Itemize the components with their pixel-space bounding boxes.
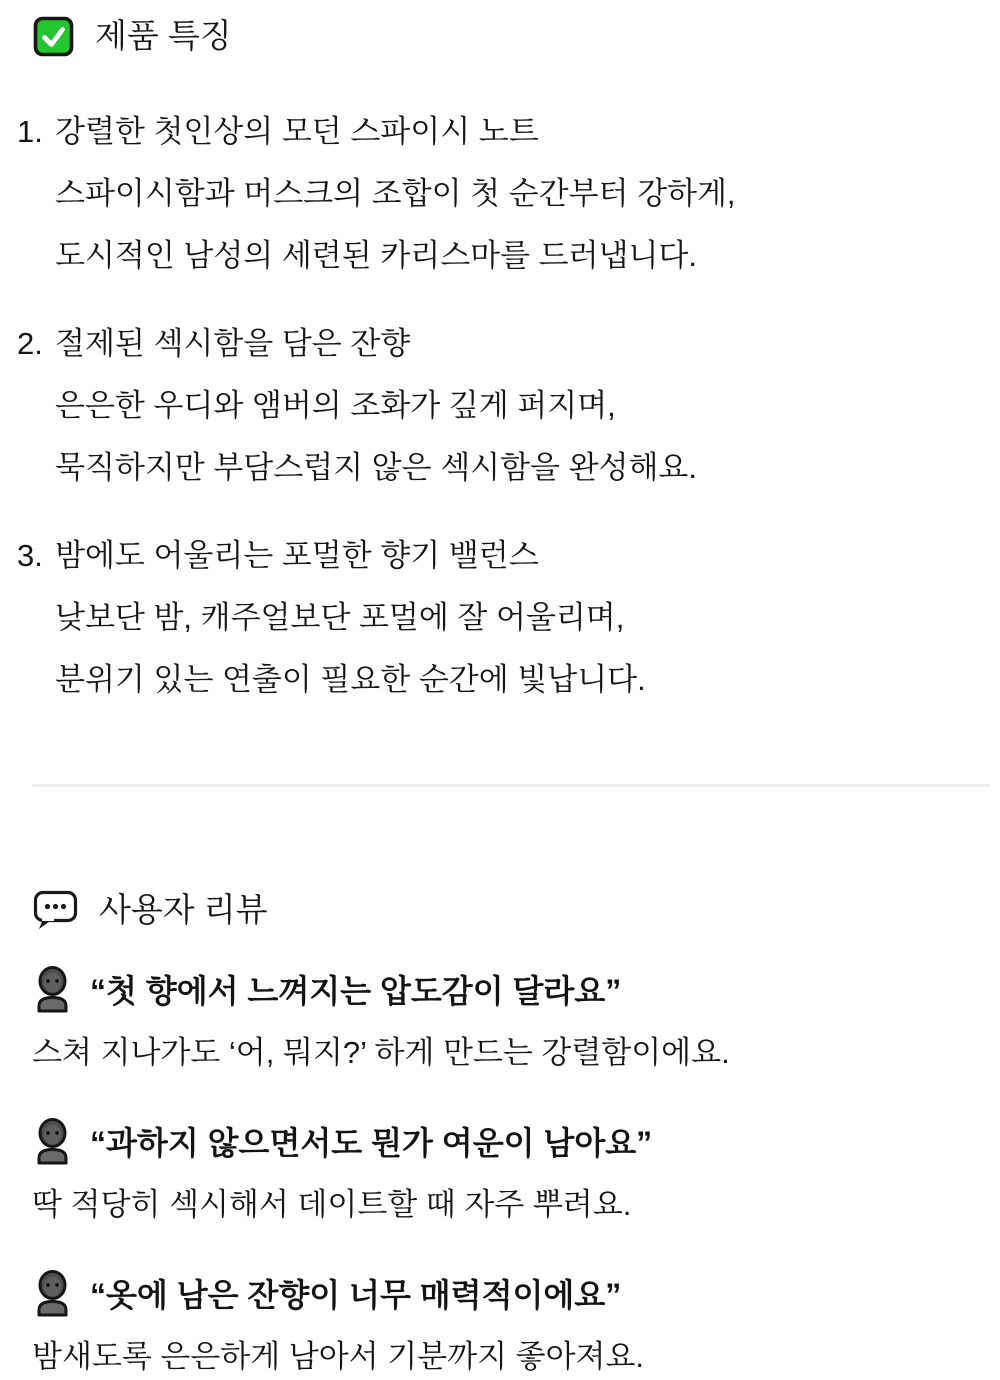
feature-line: 낮보단 밤, 캐주얼보단 포멀에 잘 어울리며, bbox=[55, 600, 625, 635]
feature-title: 밤에도 어울리는 포멀한 향기 밸런스 bbox=[55, 538, 539, 573]
feature-line: 스파이시함과 머스크의 조합이 첫 순간부터 강하게, bbox=[55, 176, 736, 211]
review-comment: 밤새도록 은은하게 남아서 기분까지 좋아져요. bbox=[32, 1339, 645, 1374]
reviews-section-header bbox=[0, 887, 1000, 933]
feature-item bbox=[0, 101, 1000, 287]
feature-number: 2. bbox=[17, 326, 43, 361]
review-quote: “과하지 않으면서도 뭔가 여운이 남아요” bbox=[90, 1125, 653, 1161]
review-comment: 스쳐 지나가도 ‘어, 뭐지?’ 하게 만드는 강렬함이에요. bbox=[32, 1035, 730, 1070]
reviews-section-title: 사용자 리뷰 bbox=[99, 891, 268, 928]
feature-item bbox=[0, 525, 1000, 711]
check-icon bbox=[33, 16, 74, 57]
review-quote: “첫 향에서 느껴지는 압도감이 달라요” bbox=[90, 973, 622, 1009]
feature-line: 묵직하지만 부담스럽지 않은 섹시함을 완성해요. bbox=[55, 450, 697, 485]
feature-list bbox=[0, 101, 1000, 711]
features-section-title: 제품 특징 bbox=[95, 17, 232, 54]
person-icon bbox=[32, 966, 73, 1013]
person-icon bbox=[32, 1270, 73, 1317]
person-icon bbox=[32, 1118, 73, 1165]
section-divider bbox=[32, 784, 990, 787]
speech-bubble-icon bbox=[33, 889, 78, 931]
review-list bbox=[0, 957, 1000, 1380]
review-comment: 딱 적당히 섹시해서 데이트할 때 자주 뿌려요. bbox=[32, 1187, 632, 1222]
features-section-header bbox=[0, 0, 1000, 59]
feature-item bbox=[0, 313, 1000, 499]
feature-title: 절제된 섹시함을 담은 잔향 bbox=[55, 326, 411, 361]
review-item bbox=[32, 957, 1000, 1085]
feature-title: 강렬한 첫인상의 모던 스파이시 노트 bbox=[55, 114, 539, 149]
feature-line: 분위기 있는 연출이 필요한 순간에 빛납니다. bbox=[55, 662, 646, 697]
review-item bbox=[32, 1109, 1000, 1237]
feature-number: 1. bbox=[17, 114, 43, 149]
review-quote: “옷에 남은 잔향이 너무 매력적이에요” bbox=[90, 1277, 622, 1313]
review-item bbox=[32, 1261, 1000, 1380]
feature-line: 도시적인 남성의 세련된 카리스마를 드러냅니다. bbox=[55, 238, 697, 273]
feature-line: 은은한 우디와 앰버의 조화가 깊게 퍼지며, bbox=[55, 388, 616, 423]
feature-number: 3. bbox=[17, 538, 43, 573]
